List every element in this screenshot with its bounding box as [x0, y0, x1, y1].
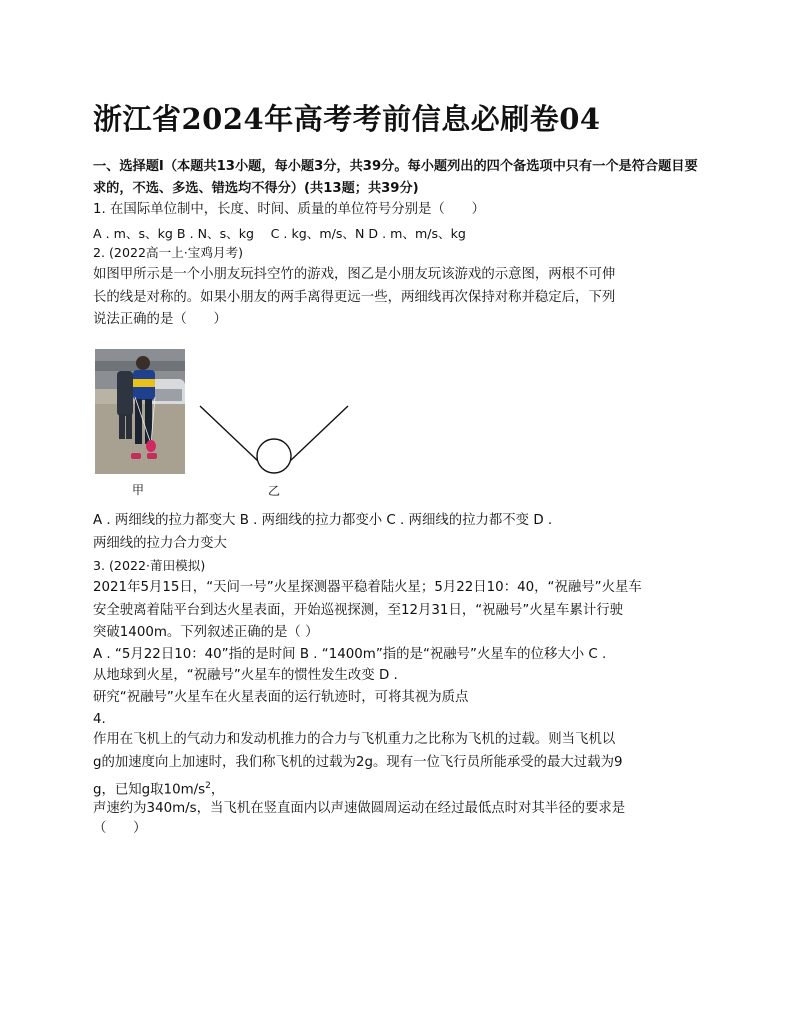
q4-number: 4.: [93, 712, 106, 727]
q2-options-line: A . 两细线的拉力都变大 B . 两细线的拉力都变小 C . 两细线的拉力都不变 D .: [93, 513, 553, 528]
q4-line: 声速约为340m/s，当飞机在竖直面内以声速做圆周运动在经过最低点时对其半径的要求是: [93, 801, 626, 816]
q3-line: 从地球到火星，“祝融号”火星车的惯性发生改变 D .: [93, 668, 398, 683]
q3-line: 突破1400m。下列叙述正确的是（ ）: [93, 625, 319, 640]
q2-options-line: 两细线的拉力合力变大: [93, 536, 227, 551]
q2-stem-line: 如图甲所示是一个小朋友玩抖空竹的游戏，图乙是小朋友玩该游戏的示意图，两根不可伸: [93, 267, 616, 282]
q4-line: （ ）: [93, 821, 147, 836]
figure-photo: [95, 349, 185, 474]
q3-line: 2021年5月15日，“天问一号”火星探测器平稳着陆火星；5月22日10：40，“祝融号”火星车: [93, 580, 642, 595]
q4-g-sup: 2: [205, 781, 211, 791]
q4-g-text: g，已知g取10m/s: [93, 782, 206, 798]
q2-stem-line: 长的线是对称的。如果小朋友的两手离得更远一些，两细线再次保持对称并稳定后，下列: [93, 290, 616, 305]
page-title: 浙江省2024年高考考前信息必刷卷04: [93, 102, 601, 136]
figure-caption-b: 乙: [268, 484, 281, 498]
q2-stem-line: 说法正确的是（ ）: [93, 312, 227, 327]
figure-caption-a: 甲: [132, 483, 145, 497]
q4-g-suffix: ，: [210, 782, 225, 798]
q3-source: 3. (2022·莆田模拟): [93, 558, 206, 573]
q1-stem: 1. 在国际单位制中，长度、时间、质量的单位符号分别是（ ）: [93, 202, 485, 217]
q2-source: 2. (2022高一上·宝鸡月考): [93, 245, 244, 260]
q4-line: 作用在飞机上的气动力和发动机推力的合力与飞机重力之比称为飞机的过载。则当飞机以: [93, 732, 616, 747]
figure-diagram: [196, 400, 352, 476]
q3-line: 安全驶离着陆平台到达火星表面，开始巡视探测，至12月31日，“祝融号”火星车累计行驶: [93, 603, 624, 618]
section-heading: 一、选择题Ⅰ（本题共13小题，每小题3分，共39分。每小题列出的四个备选项中只有一个是符合题目要求的，不选、多选、错选均不得分）(共13题；共39分): [93, 159, 698, 196]
q4-g-line: [93, 777, 224, 799]
q3-line: A . “5月22日10：40”指的是时间 B . “1400m”指的是“祝融号”火星车的位移大小 C .: [93, 647, 607, 662]
q4-line: g的加速度向上加速时，我们称飞机的过载为2g。现有一位飞行员所能承受的最大过载为9: [93, 755, 623, 770]
q1-options: A . m、s、kg B . N、s、kg C . kg、m/s、N D . m、m/s、kg: [93, 226, 466, 241]
q3-line: 研究“祝融号”火星车在火星表面的运行轨迹时，可将其视为质点: [93, 690, 469, 705]
